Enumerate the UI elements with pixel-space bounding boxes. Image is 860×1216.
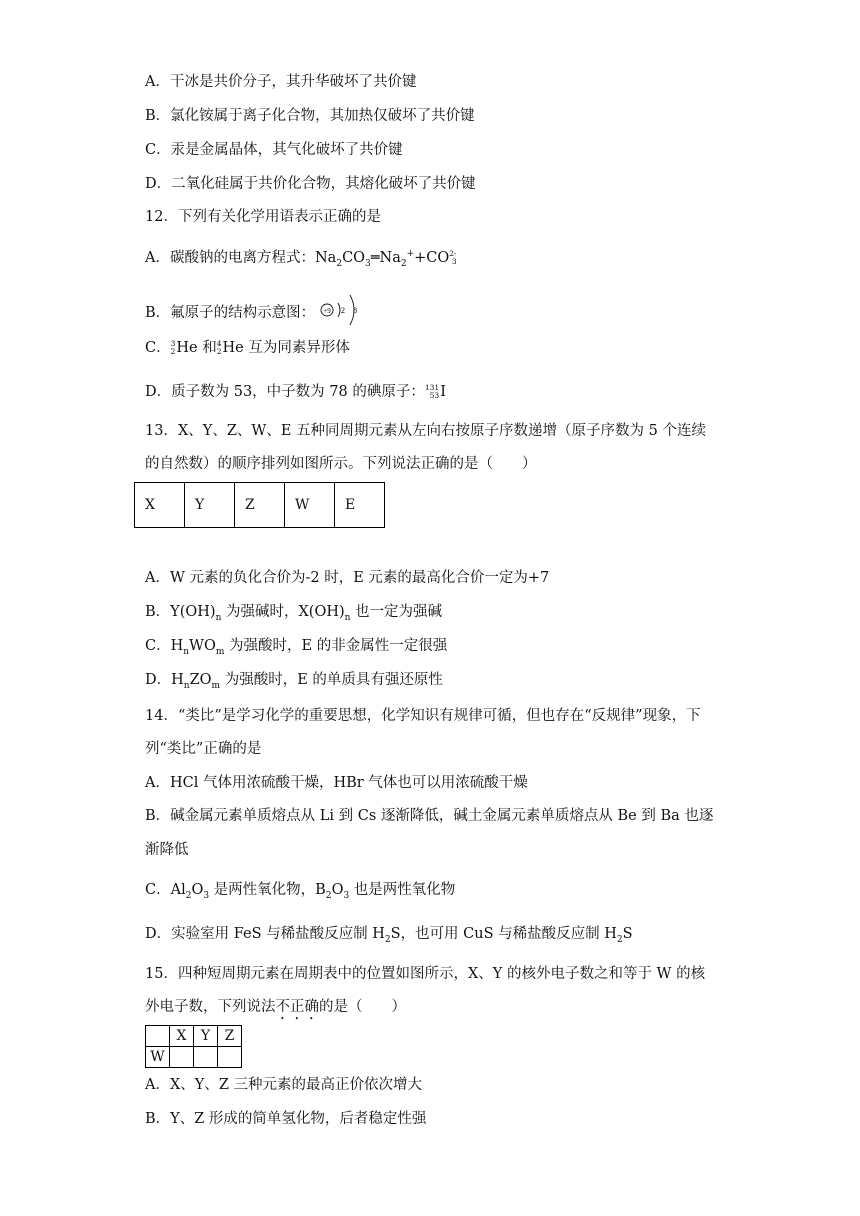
table-cell: Z (235, 483, 285, 528)
text: 为强酸时，E 的非金属性一定很强 (224, 638, 448, 654)
q12-option-c (145, 338, 350, 358)
table-cell (194, 1047, 218, 1068)
q15-option-b: B．Y、Z 形成的简单氢化物，后者稳定性强 (145, 1111, 427, 1127)
nuclide-stack (217, 340, 222, 356)
text: 为强碱时，X(OH) (221, 604, 345, 620)
q12-a-prefix: A．碳酸钠的电离方程式： (145, 250, 315, 266)
plus-sign: + (414, 250, 427, 266)
q12-option-d (145, 382, 446, 402)
atomic-number: 2 (170, 347, 176, 356)
text: C．H (145, 638, 184, 654)
subscript: 2 (325, 890, 332, 901)
mass-number: 4 (216, 339, 222, 348)
text: 也是两性氧化物 (349, 882, 456, 898)
q14-option-d (145, 924, 633, 944)
nuclide-stack (171, 340, 176, 356)
subscript: n (215, 612, 222, 623)
element-symbol: I (440, 384, 446, 400)
subscript: m (215, 646, 225, 657)
subscript: m (211, 680, 221, 691)
q12-c-suffix: 互为同素异形体 (243, 340, 350, 356)
q11-option-b: B．氯化铵属于离子化合物，其加热仅破坏了共价键 (145, 108, 475, 124)
table-cell: E (335, 483, 385, 528)
q13-option-a: A．W 元素的负化合价为-2 时，E 元素的最高化合价一定为+7 (145, 570, 550, 586)
subscript: 2 (616, 934, 623, 945)
equals-sign: ═ (370, 250, 380, 266)
formula-text: CO (342, 250, 366, 266)
text: D．H (145, 672, 184, 688)
subscript: n (183, 646, 190, 657)
q13-element-table (134, 482, 385, 528)
q13-option-c (145, 636, 447, 656)
table-cell: W (285, 483, 335, 528)
mass-number: 131 (424, 383, 440, 392)
q13-option-d (145, 670, 443, 690)
q14-option-c (145, 880, 455, 900)
table-row (135, 483, 385, 528)
q11-option-c: C．汞是金属晶体，其气化破坏了共价键 (145, 142, 403, 158)
q12-d-prefix: D．质子数为 53，中子数为 78 的碘原子： (145, 384, 425, 400)
subscript: 2 (384, 934, 391, 945)
q13-stem-line-2: 的自然数）的顺序排列如图所示。下列说法正确的是（ ） (145, 456, 537, 472)
table-row (146, 1047, 242, 1068)
q11-option-a: A．干冰是共价分子，其升华破坏了共价键 (145, 74, 417, 90)
subscript: 2 (185, 890, 192, 901)
connector-text: 和 (197, 340, 217, 356)
q14-option-b-line-1: B．碱金属元素单质熔点从 Li 到 Cs 逐渐降低，碱土金属元素单质熔点从 Be 到 Ba 也逐 (145, 808, 714, 824)
text: S (390, 926, 401, 942)
nuclide-stack (425, 384, 439, 400)
text: ，也可用 CuS 与稀盐酸反应制 H (400, 926, 617, 942)
table-cell: X (170, 1026, 194, 1047)
q15-option-a: A．X、Y、Z 三种元素的最高正价依次增大 (145, 1077, 423, 1093)
subscript: 3 (203, 890, 210, 901)
table-cell: W (146, 1047, 170, 1068)
q12-stem: 12．下列有关化学用语表示正确的是 (145, 209, 381, 225)
shell-2-count: 8 (352, 306, 357, 315)
text: WO (189, 638, 216, 654)
q14-option-a: A．HCl 气体用浓硫酸干燥，HBr 气体也可以用浓硫酸干燥 (145, 775, 528, 791)
table-row (146, 1026, 242, 1047)
nucleus-label: +9 (323, 307, 331, 315)
q12-option-a (145, 248, 458, 268)
table-cell (170, 1047, 194, 1068)
superscript: + (406, 249, 415, 260)
element-symbol: He (222, 340, 244, 356)
formula-text: Na (379, 250, 401, 266)
text: 外电子数，下列说法 (145, 999, 276, 1015)
text: 的是（ ） (319, 999, 406, 1015)
text: O (191, 882, 204, 898)
emphasized-text: 不正确 (275, 999, 319, 1015)
q12-option-b (145, 292, 366, 334)
subscript: 2 (400, 258, 407, 269)
charge-stack (449, 250, 456, 266)
q14-stem-line-1: 14．“类比”是学习化学的重要思想，化学知识有规律可循，但也存在“反规律”现象，下 (145, 708, 701, 724)
text: S (622, 926, 633, 942)
q12-b-prefix: B．氟原子的结构示意图： (145, 305, 316, 321)
q15-periodic-table-fragment (145, 1025, 242, 1068)
text: C．Al (145, 882, 186, 898)
formula-text: CO (426, 250, 450, 266)
atomic-number: 53 (429, 391, 440, 400)
text: 为强酸时，E 的单质具有强还原性 (220, 672, 443, 688)
table-cell: Y (194, 1026, 218, 1047)
table-cell: X (135, 483, 185, 528)
q15-stem-line-1: 15．四种短周期元素在周期表中的位置如图所示，X、Y 的核外电子数之和等于 W 的核 (145, 966, 706, 982)
text: 也一定为强碱 (350, 604, 443, 620)
subscript: n (183, 680, 190, 691)
q13-stem-line-1: 13．X、Y、Z、W、E 五种同周期元素从左向右按原子序数递增（原子序数为 5 个连续 (145, 423, 706, 439)
table-cell (218, 1047, 242, 1068)
q13-option-b (145, 602, 442, 622)
text: B．Y(OH) (145, 604, 216, 620)
atomic-number: 2 (216, 347, 222, 356)
q14-stem-line-2: 列“类比”正确的是 (145, 741, 262, 757)
table-cell: Z (218, 1026, 242, 1047)
text: ZO (189, 672, 212, 688)
mass-number: 3 (170, 339, 176, 348)
text: O (331, 882, 344, 898)
table-cell (146, 1026, 170, 1047)
subscript: 3 (343, 890, 350, 901)
text: D．实验室用 FeS 与稀盐酸反应制 H (145, 926, 385, 942)
subscript: 2 (336, 258, 343, 269)
q11-option-d: D．二氧化硅属于共价化合物，其熔化破坏了共价键 (145, 176, 476, 192)
text: 是两性氧化物，B (209, 882, 326, 898)
q12-c-prefix: C． (145, 340, 171, 356)
superscript: 2- (449, 249, 457, 258)
table-cell: Y (185, 483, 235, 528)
formula-text: Na (314, 250, 337, 266)
subscript: 3 (451, 257, 457, 266)
fluorine-atom-diagram (320, 292, 366, 334)
q14-option-b-line-2: 渐降低 (145, 842, 189, 858)
subscript: n (344, 612, 351, 623)
subscript: 3 (365, 258, 371, 269)
element-symbol: He (176, 340, 198, 356)
q15-stem-line-2 (145, 997, 406, 1023)
shell-1-count: 2 (340, 306, 345, 315)
